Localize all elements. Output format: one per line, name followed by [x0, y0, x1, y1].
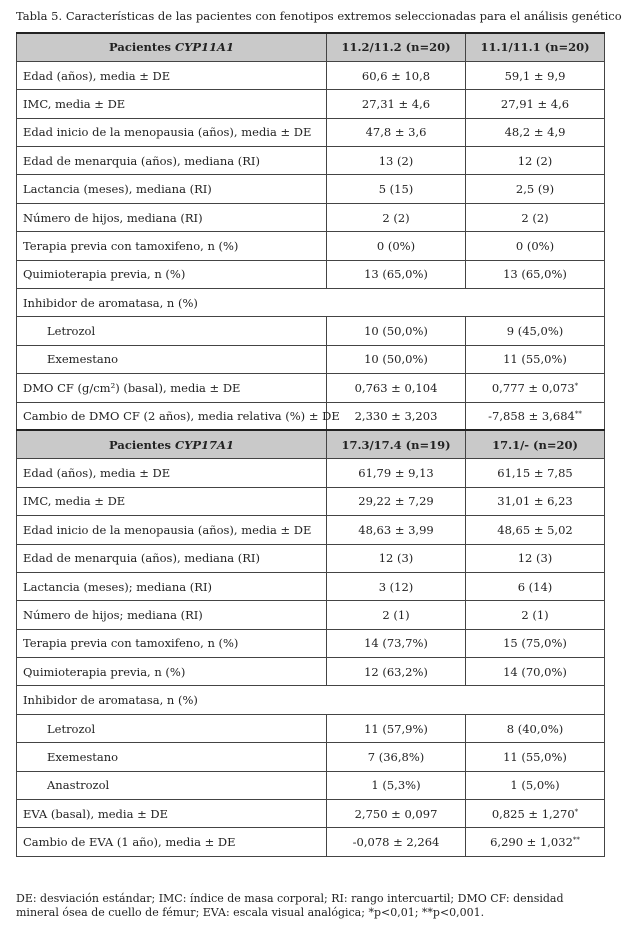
- value-group-2: [466, 572, 605, 600]
- value-group-1: 2 (2): [327, 203, 466, 231]
- value-text: 61,15 ± 7,85: [497, 466, 573, 481]
- value-group-2: [466, 118, 605, 146]
- table-row: [17, 118, 605, 146]
- genotype-group-1: 17.3/17.4 (n=19): [327, 430, 466, 458]
- gene-name: CYP17A1: [175, 437, 234, 452]
- row-label: Terapia previa con tamoxifeno, n (%): [17, 629, 327, 657]
- value-text: 2 (2): [521, 210, 549, 225]
- significance-mark: **: [572, 836, 580, 845]
- value-group-2: [466, 629, 605, 657]
- row-label: Cambio de DMO CF (2 años), media relativa (%) ± DE: [17, 402, 327, 430]
- row-label: Quimioterapia previa, n (%): [17, 260, 327, 288]
- value-group-2: [466, 317, 605, 345]
- table-footnote: DE: desviación estándar; IMC: índice de masa corporal; RI: rango intercuartil; DMO CF: densidad mineral ósea de cuello de fémur; EVA: escala visual analógica; *p<0,01; **p<0,001.: [16, 892, 564, 919]
- value-text: 27,91 ± 4,6: [500, 96, 570, 111]
- row-group-label: Inhibidor de aromatasa, n (%): [17, 289, 605, 317]
- genotype-group-2: 17.1/- (n=20): [466, 430, 605, 458]
- value-group-2: [466, 345, 605, 373]
- value-group-1: 14 (73,7%): [327, 629, 466, 657]
- table-row: [17, 572, 605, 600]
- value-group-1: 0 (0%): [327, 232, 466, 260]
- value-group-1: 12 (63,2%): [327, 658, 466, 686]
- value-text: 48,2 ± 4,9: [504, 125, 566, 140]
- value-group-1: 3 (12): [327, 572, 466, 600]
- row-label: Terapia previa con tamoxifeno, n (%): [17, 232, 327, 260]
- value-group-1: 1 (5,3%): [327, 771, 466, 799]
- row-label: Edad inicio de la menopausia (años), media ± DE: [17, 118, 327, 146]
- value-text: 31,01 ± 6,23: [497, 494, 573, 509]
- value-group-1: 60,6 ± 10,8: [327, 61, 466, 89]
- table-row: [17, 147, 605, 175]
- value-text: 14 (70,0%): [503, 664, 567, 679]
- row-label: Exemestano: [17, 743, 327, 771]
- value-group-1: 2,750 ± 0,097: [327, 800, 466, 828]
- table-row: [17, 61, 605, 89]
- value-group-1: 7 (36,8%): [327, 743, 466, 771]
- table-row: [17, 374, 605, 402]
- table-row: [17, 90, 605, 118]
- value-text: 6 (14): [517, 579, 553, 594]
- value-text: 11 (55,0%): [503, 749, 567, 764]
- significance-mark: *: [574, 381, 579, 390]
- row-label: Lactancia (meses); mediana (RI): [17, 572, 327, 600]
- header-label-text: Pacientes: [109, 40, 171, 55]
- value-group-1: 10 (50,0%): [327, 317, 466, 345]
- table-row: [17, 516, 605, 544]
- gene-name: CYP11A1: [175, 40, 234, 55]
- value-group-2: [466, 487, 605, 515]
- value-text: 13 (65,0%): [503, 267, 567, 282]
- row-label: Letrozol: [17, 714, 327, 742]
- value-group-2: [466, 800, 605, 828]
- significance-mark: **: [574, 410, 582, 419]
- table-row: [17, 289, 605, 317]
- value-text: 12 (2): [517, 153, 553, 168]
- table-row: [17, 686, 605, 714]
- row-label: Lactancia (meses), mediana (RI): [17, 175, 327, 203]
- value-group-2: [466, 175, 605, 203]
- row-label: Número de hijos; mediana (RI): [17, 601, 327, 629]
- table-row: [17, 828, 605, 856]
- value-group-2: [466, 658, 605, 686]
- value-text: 8 (40,0%): [506, 721, 564, 736]
- value-group-2: [466, 828, 605, 856]
- value-group-2: [466, 61, 605, 89]
- value-group-1: 61,79 ± 9,13: [327, 459, 466, 487]
- value-text: 48,65 ± 5,02: [497, 522, 573, 537]
- value-text: 0,825 ± 1,270: [491, 806, 575, 821]
- value-text: 6,290 ± 1,032: [490, 835, 573, 850]
- value-group-2: [466, 260, 605, 288]
- value-group-2: [466, 459, 605, 487]
- value-group-2: [466, 203, 605, 231]
- value-text: 11 (55,0%): [503, 352, 567, 367]
- table-row: [17, 771, 605, 799]
- value-group-1: 2 (1): [327, 601, 466, 629]
- genotype-group-2: 11.1/11.1 (n=20): [466, 33, 605, 61]
- table-row: [17, 601, 605, 629]
- value-group-2: [466, 601, 605, 629]
- value-group-1: 13 (2): [327, 147, 466, 175]
- value-text: -7,858 ± 3,684: [488, 409, 575, 424]
- table-row: [17, 629, 605, 657]
- significance-mark: *: [574, 807, 579, 816]
- value-group-1: 48,63 ± 3,99: [327, 516, 466, 544]
- value-group-1: 11 (57,9%): [327, 714, 466, 742]
- table-row: [17, 714, 605, 742]
- row-label: IMC, media ± DE: [17, 90, 327, 118]
- row-label: IMC, media ± DE: [17, 487, 327, 515]
- value-text: 2,5 (9): [515, 182, 555, 197]
- table-row: [17, 800, 605, 828]
- value-text: 0,777 ± 0,073: [491, 380, 575, 395]
- row-label: DMO CF (g/cm²) (basal), media ± DE: [17, 374, 327, 402]
- value-group-2: [466, 714, 605, 742]
- table-row: [17, 459, 605, 487]
- table-row: [17, 487, 605, 515]
- row-label: Número de hijos, mediana (RI): [17, 203, 327, 231]
- row-label: Letrozol: [17, 317, 327, 345]
- section-header-row: [17, 430, 605, 458]
- value-group-1: -0,078 ± 2,264: [327, 828, 466, 856]
- table-row: [17, 658, 605, 686]
- value-group-2: [466, 90, 605, 118]
- table-row: [17, 175, 605, 203]
- value-group-1: 10 (50,0%): [327, 345, 466, 373]
- table-row: [17, 544, 605, 572]
- row-label: Edad (años), media ± DE: [17, 61, 327, 89]
- value-group-1: 0,763 ± 0,104: [327, 374, 466, 402]
- value-group-1: 29,22 ± 7,29: [327, 487, 466, 515]
- row-label: Exemestano: [17, 345, 327, 373]
- value-group-1: 5 (15): [327, 175, 466, 203]
- value-text: 12 (3): [517, 551, 553, 566]
- value-text: 1 (5,0%): [510, 778, 560, 793]
- row-group-label: Inhibidor de aromatasa, n (%): [17, 686, 605, 714]
- value-group-2: [466, 374, 605, 402]
- table-row: [17, 743, 605, 771]
- value-group-1: 13 (65,0%): [327, 260, 466, 288]
- row-label: EVA (basal), media ± DE: [17, 800, 327, 828]
- row-label: Anastrozol: [17, 771, 327, 799]
- value-group-1: 2,330 ± 3,203: [327, 402, 466, 430]
- value-group-2: [466, 402, 605, 430]
- table-row: [17, 260, 605, 288]
- table-row: [17, 232, 605, 260]
- row-label: Cambio de EVA (1 año), media ± DE: [17, 828, 327, 856]
- table-caption: Tabla 5. Características de las pacientes con fenotipos extremos seleccionadas para el análisis genético: [16, 9, 622, 23]
- value-group-1: 27,31 ± 4,6: [327, 90, 466, 118]
- value-group-2: [466, 516, 605, 544]
- row-label: Edad (años), media ± DE: [17, 459, 327, 487]
- value-group-1: 12 (3): [327, 544, 466, 572]
- table-row: [17, 203, 605, 231]
- row-label: Edad de menarquia (años), mediana (RI): [17, 544, 327, 572]
- value-group-2: [466, 743, 605, 771]
- row-label: Edad inicio de la menopausia (años), media ± DE: [17, 516, 327, 544]
- value-text: 2 (1): [521, 608, 549, 622]
- value-text: 9 (45,0%): [506, 324, 564, 339]
- section-header-row: [17, 33, 605, 61]
- genotype-group-1: 11.2/11.2 (n=20): [327, 33, 466, 61]
- value-group-2: [466, 232, 605, 260]
- row-label: Quimioterapia previa, n (%): [17, 658, 327, 686]
- table-row: [17, 402, 605, 430]
- table-row: [17, 345, 605, 373]
- value-group-2: [466, 771, 605, 799]
- value-group-2: [466, 147, 605, 175]
- characteristics-table: [16, 32, 605, 857]
- value-text: 15 (75,0%): [503, 636, 567, 651]
- table-body: [17, 33, 605, 856]
- value-group-2: [466, 544, 605, 572]
- section-header-label: [17, 33, 327, 61]
- table-row: [17, 317, 605, 345]
- section-header-label: [17, 430, 327, 458]
- value-text: 0 (0%): [515, 238, 555, 253]
- row-label: Edad de menarquia (años), mediana (RI): [17, 147, 327, 175]
- header-label-text: Pacientes: [109, 437, 171, 452]
- value-group-1: 47,8 ± 3,6: [327, 118, 466, 146]
- value-text: 59,1 ± 9,9: [504, 68, 566, 83]
